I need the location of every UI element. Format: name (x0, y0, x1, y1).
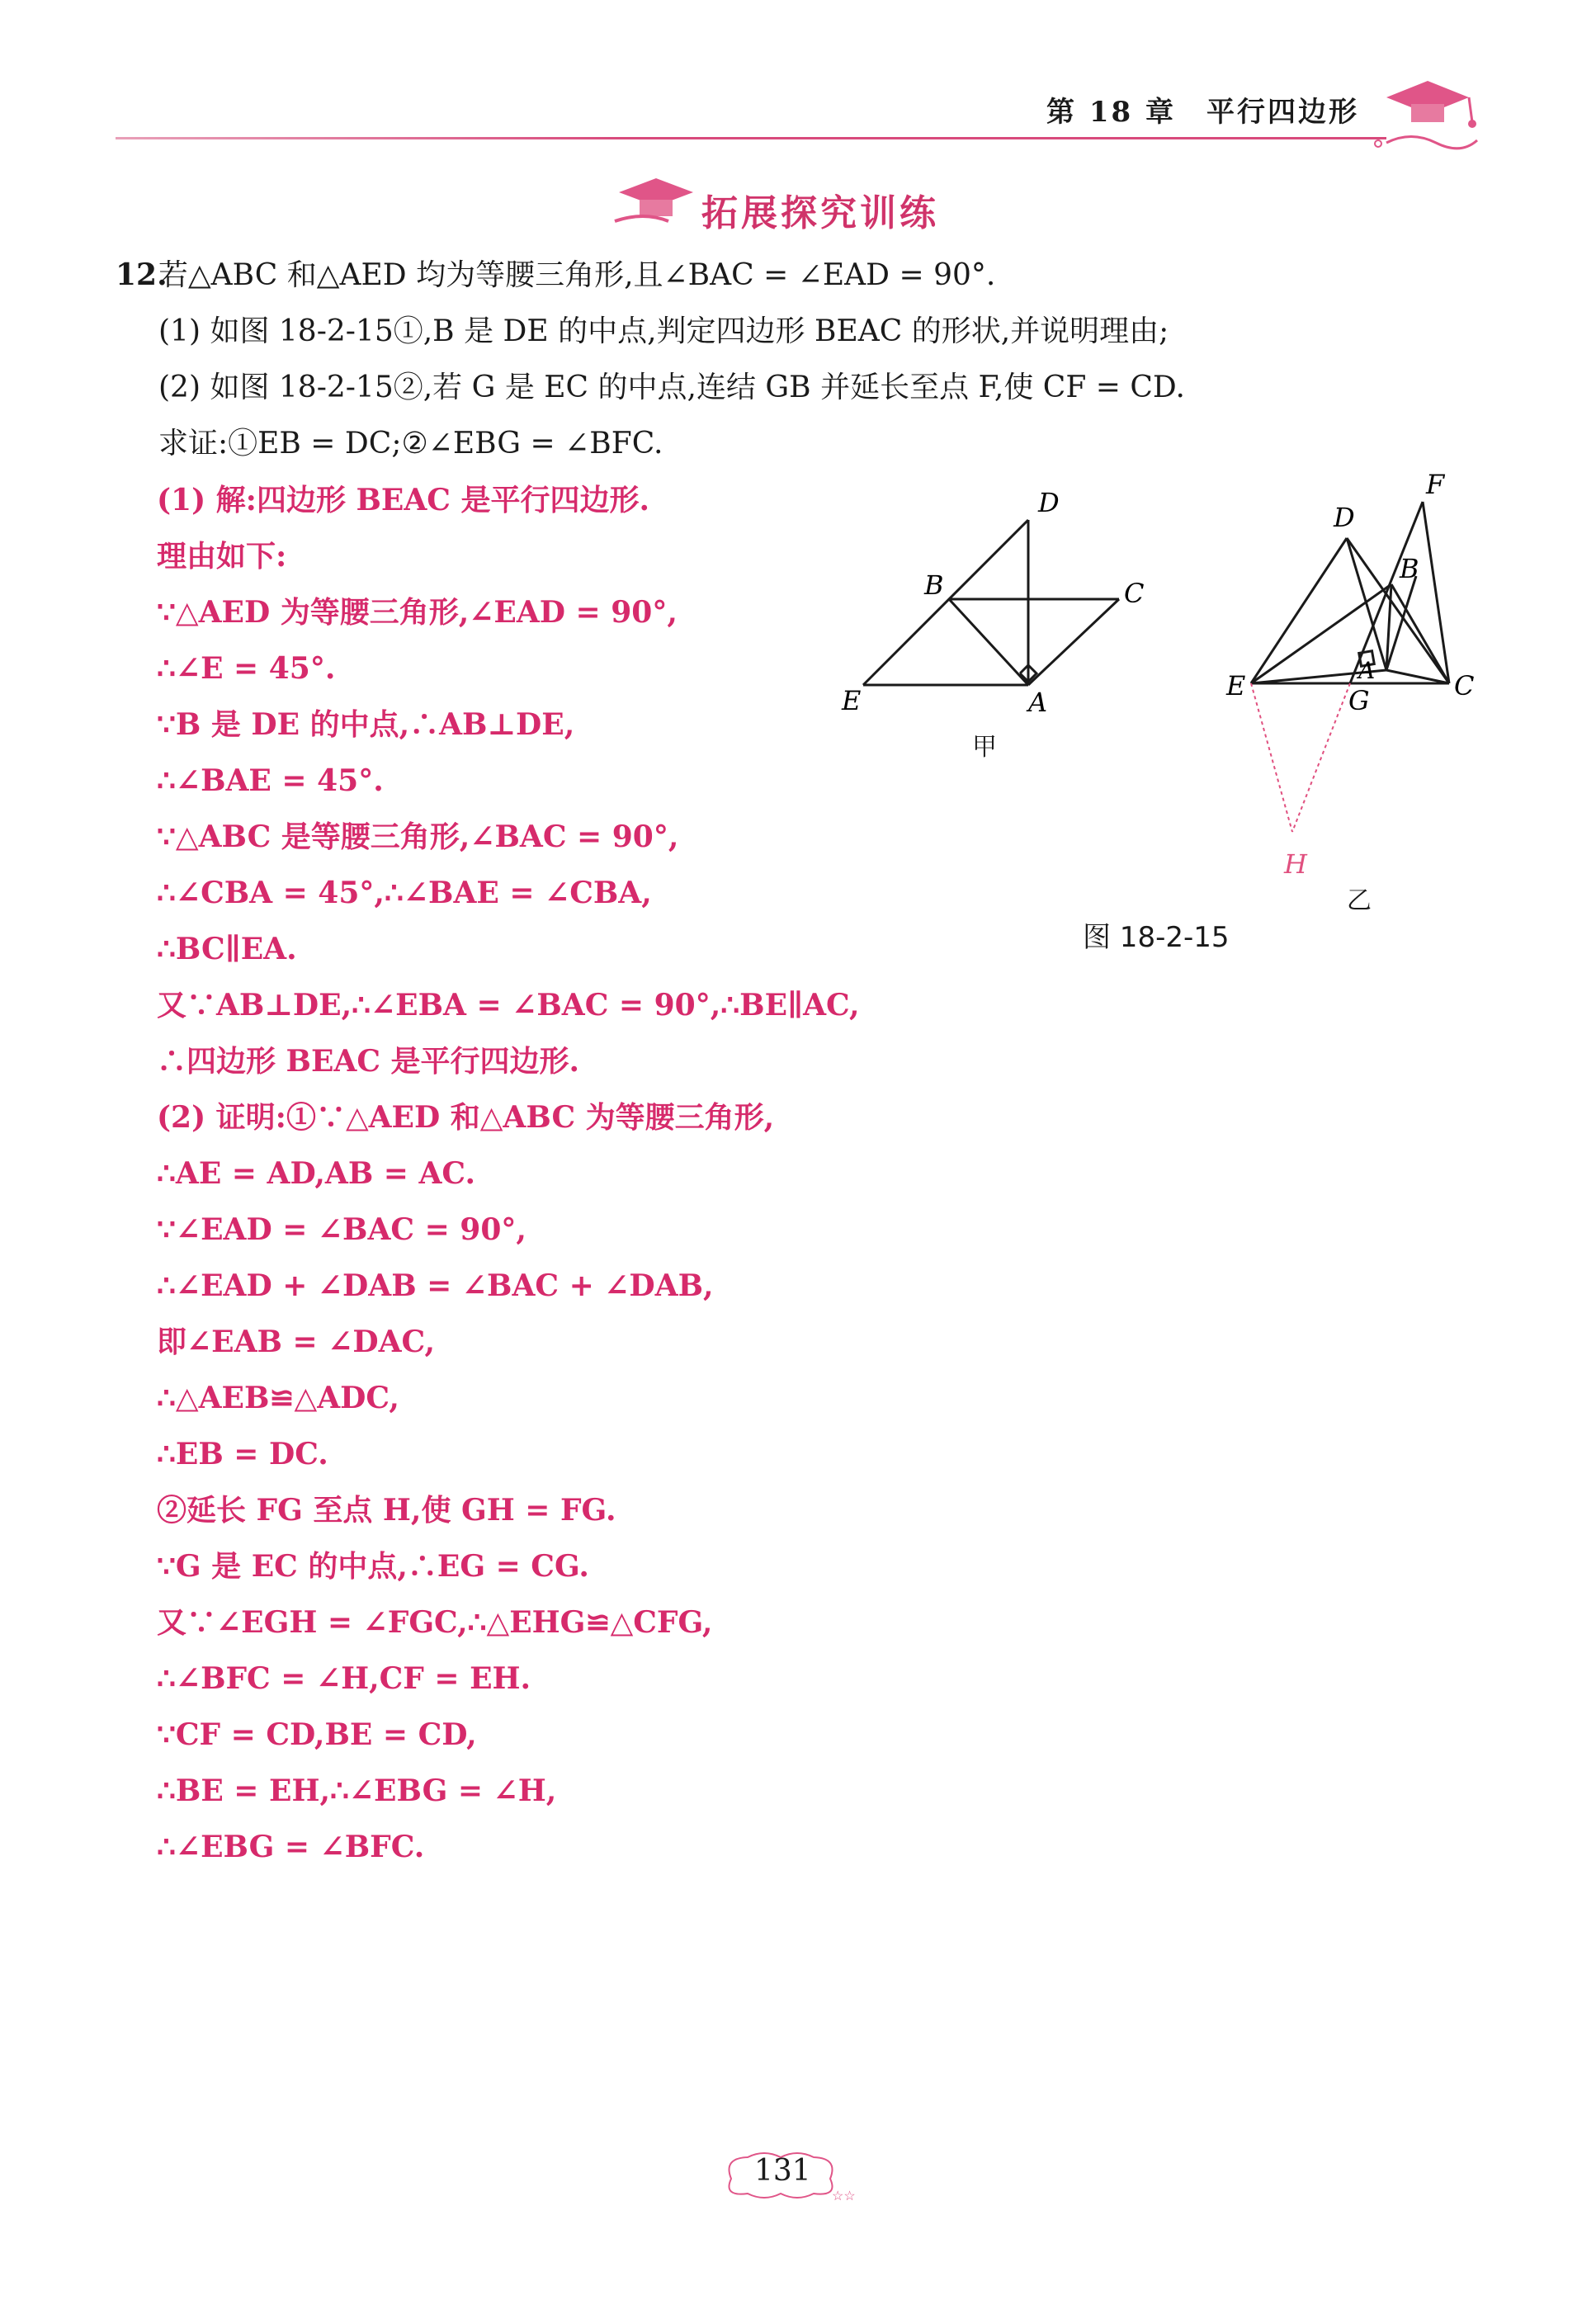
answer-line: ∵G 是 EC 的中点,∴EG = CG. (157, 1549, 589, 1584)
figure-2-diagram (1213, 470, 1494, 900)
fig2-label-D: D (1334, 502, 1355, 533)
answer-line: 又∵AB⊥DE,∴∠EBA = ∠BAC = 90°,∴BE∥AC, (157, 988, 860, 1023)
question-number: 12. (116, 257, 168, 292)
answer-line: ∴BE = EH,∴∠EBG = ∠H, (157, 1773, 557, 1808)
question-part2: (2) 如图 18-2-15②,若 G 是 EC 的中点,连结 GB 并延长至点 F,使 CF = CD. (158, 371, 1185, 404)
page-number: 131 (754, 2154, 811, 2188)
fig2-label-C: C (1454, 670, 1475, 701)
answer-line: ∴∠BFC = ∠H,CF = EH. (157, 1661, 531, 1696)
answer-line: ∵△AED 为等腰三角形,∠EAD = 90°, (157, 595, 678, 630)
answer-line: (2) 证明:①∵△AED 和△ABC 为等腰三角形, (157, 1100, 775, 1135)
fig2-label-E: E (1226, 670, 1246, 701)
section-cap-icon (611, 172, 701, 229)
fig2-label-F: F (1426, 469, 1445, 500)
fig1-label-B: B (924, 569, 944, 601)
answer-line: 理由如下: (157, 539, 287, 574)
question-part1: (1) 如图 18-2-15①,B 是 DE 的中点,判定四边形 BEAC 的形状,并说明理由; (158, 314, 1169, 348)
fig2-label-H: H (1284, 848, 1307, 880)
graduation-cap-icon (1370, 64, 1485, 155)
fig1-label-A: A (1028, 687, 1048, 718)
figure-caption: 图 18-2-15 (1083, 921, 1230, 954)
question-stem: 若△ABC 和△AED 均为等腰三角形,且∠BAC = ∠EAD = 90°. (158, 258, 996, 292)
answer-line: 又∵∠EGH = ∠FGC,∴△EHG≌△CFG, (157, 1605, 713, 1640)
figure-1-diagram (833, 479, 1197, 776)
answer-line: ∴∠EAD + ∠DAB = ∠BAC + ∠DAB, (157, 1268, 714, 1303)
answer-line: ∴四边形 BEAC 是平行四边形. (157, 1044, 580, 1079)
answer-line: ∴∠E = 45°. (157, 651, 336, 686)
chapter-title: 第 18 章 平行四边形 (1046, 96, 1359, 129)
answer-line: ∵△ABC 是等腰三角形,∠BAC = 90°, (157, 819, 679, 854)
svg-text:☆☆: ☆☆ (832, 2188, 856, 2203)
answer-line: ②延长 FG 至点 H,使 GH = FG. (157, 1493, 616, 1528)
answer-line: ∴EB = DC. (157, 1437, 328, 1471)
answer-line: ∵CF = CD,BE = CD, (157, 1717, 477, 1752)
fig1-label-D: D (1038, 487, 1060, 518)
answer-line: 即∠EAB = ∠DAC, (157, 1325, 436, 1359)
answer-line: ∴∠EBG = ∠BFC. (157, 1830, 425, 1864)
answer-line: (1) 解:四边形 BEAC 是平行四边形. (157, 483, 649, 517)
answer-line: ∴△AEB≌△ADC, (157, 1381, 399, 1415)
fig2-name: 乙 (1347, 886, 1372, 915)
answer-line: ∴∠CBA = 45°,∴∠BAE = ∠CBA, (157, 876, 652, 910)
fig1-name: 甲 (972, 733, 997, 762)
answer-line: ∴∠BAE = 45°. (157, 763, 384, 798)
fig2-label-G: G (1348, 685, 1370, 716)
answer-line: ∵B 是 DE 的中点,∴AB⊥DE, (157, 707, 575, 742)
section-title: 拓展探究训练 (701, 192, 939, 234)
fig1-label-C: C (1124, 578, 1145, 609)
fig2-label-A: A (1358, 657, 1376, 684)
fig2-label-B: B (1400, 553, 1419, 584)
header-divider (116, 137, 1386, 139)
answer-line: ∵∠EAD = ∠BAC = 90°, (157, 1212, 526, 1247)
fig1-label-E: E (842, 685, 862, 716)
answer-line: ∴BC∥EA. (157, 932, 297, 966)
answer-line: ∴AE = AD,AB = AC. (157, 1156, 475, 1191)
question-prove: 求证:①EB = DC;②∠EBG = ∠BFC. (158, 427, 663, 460)
